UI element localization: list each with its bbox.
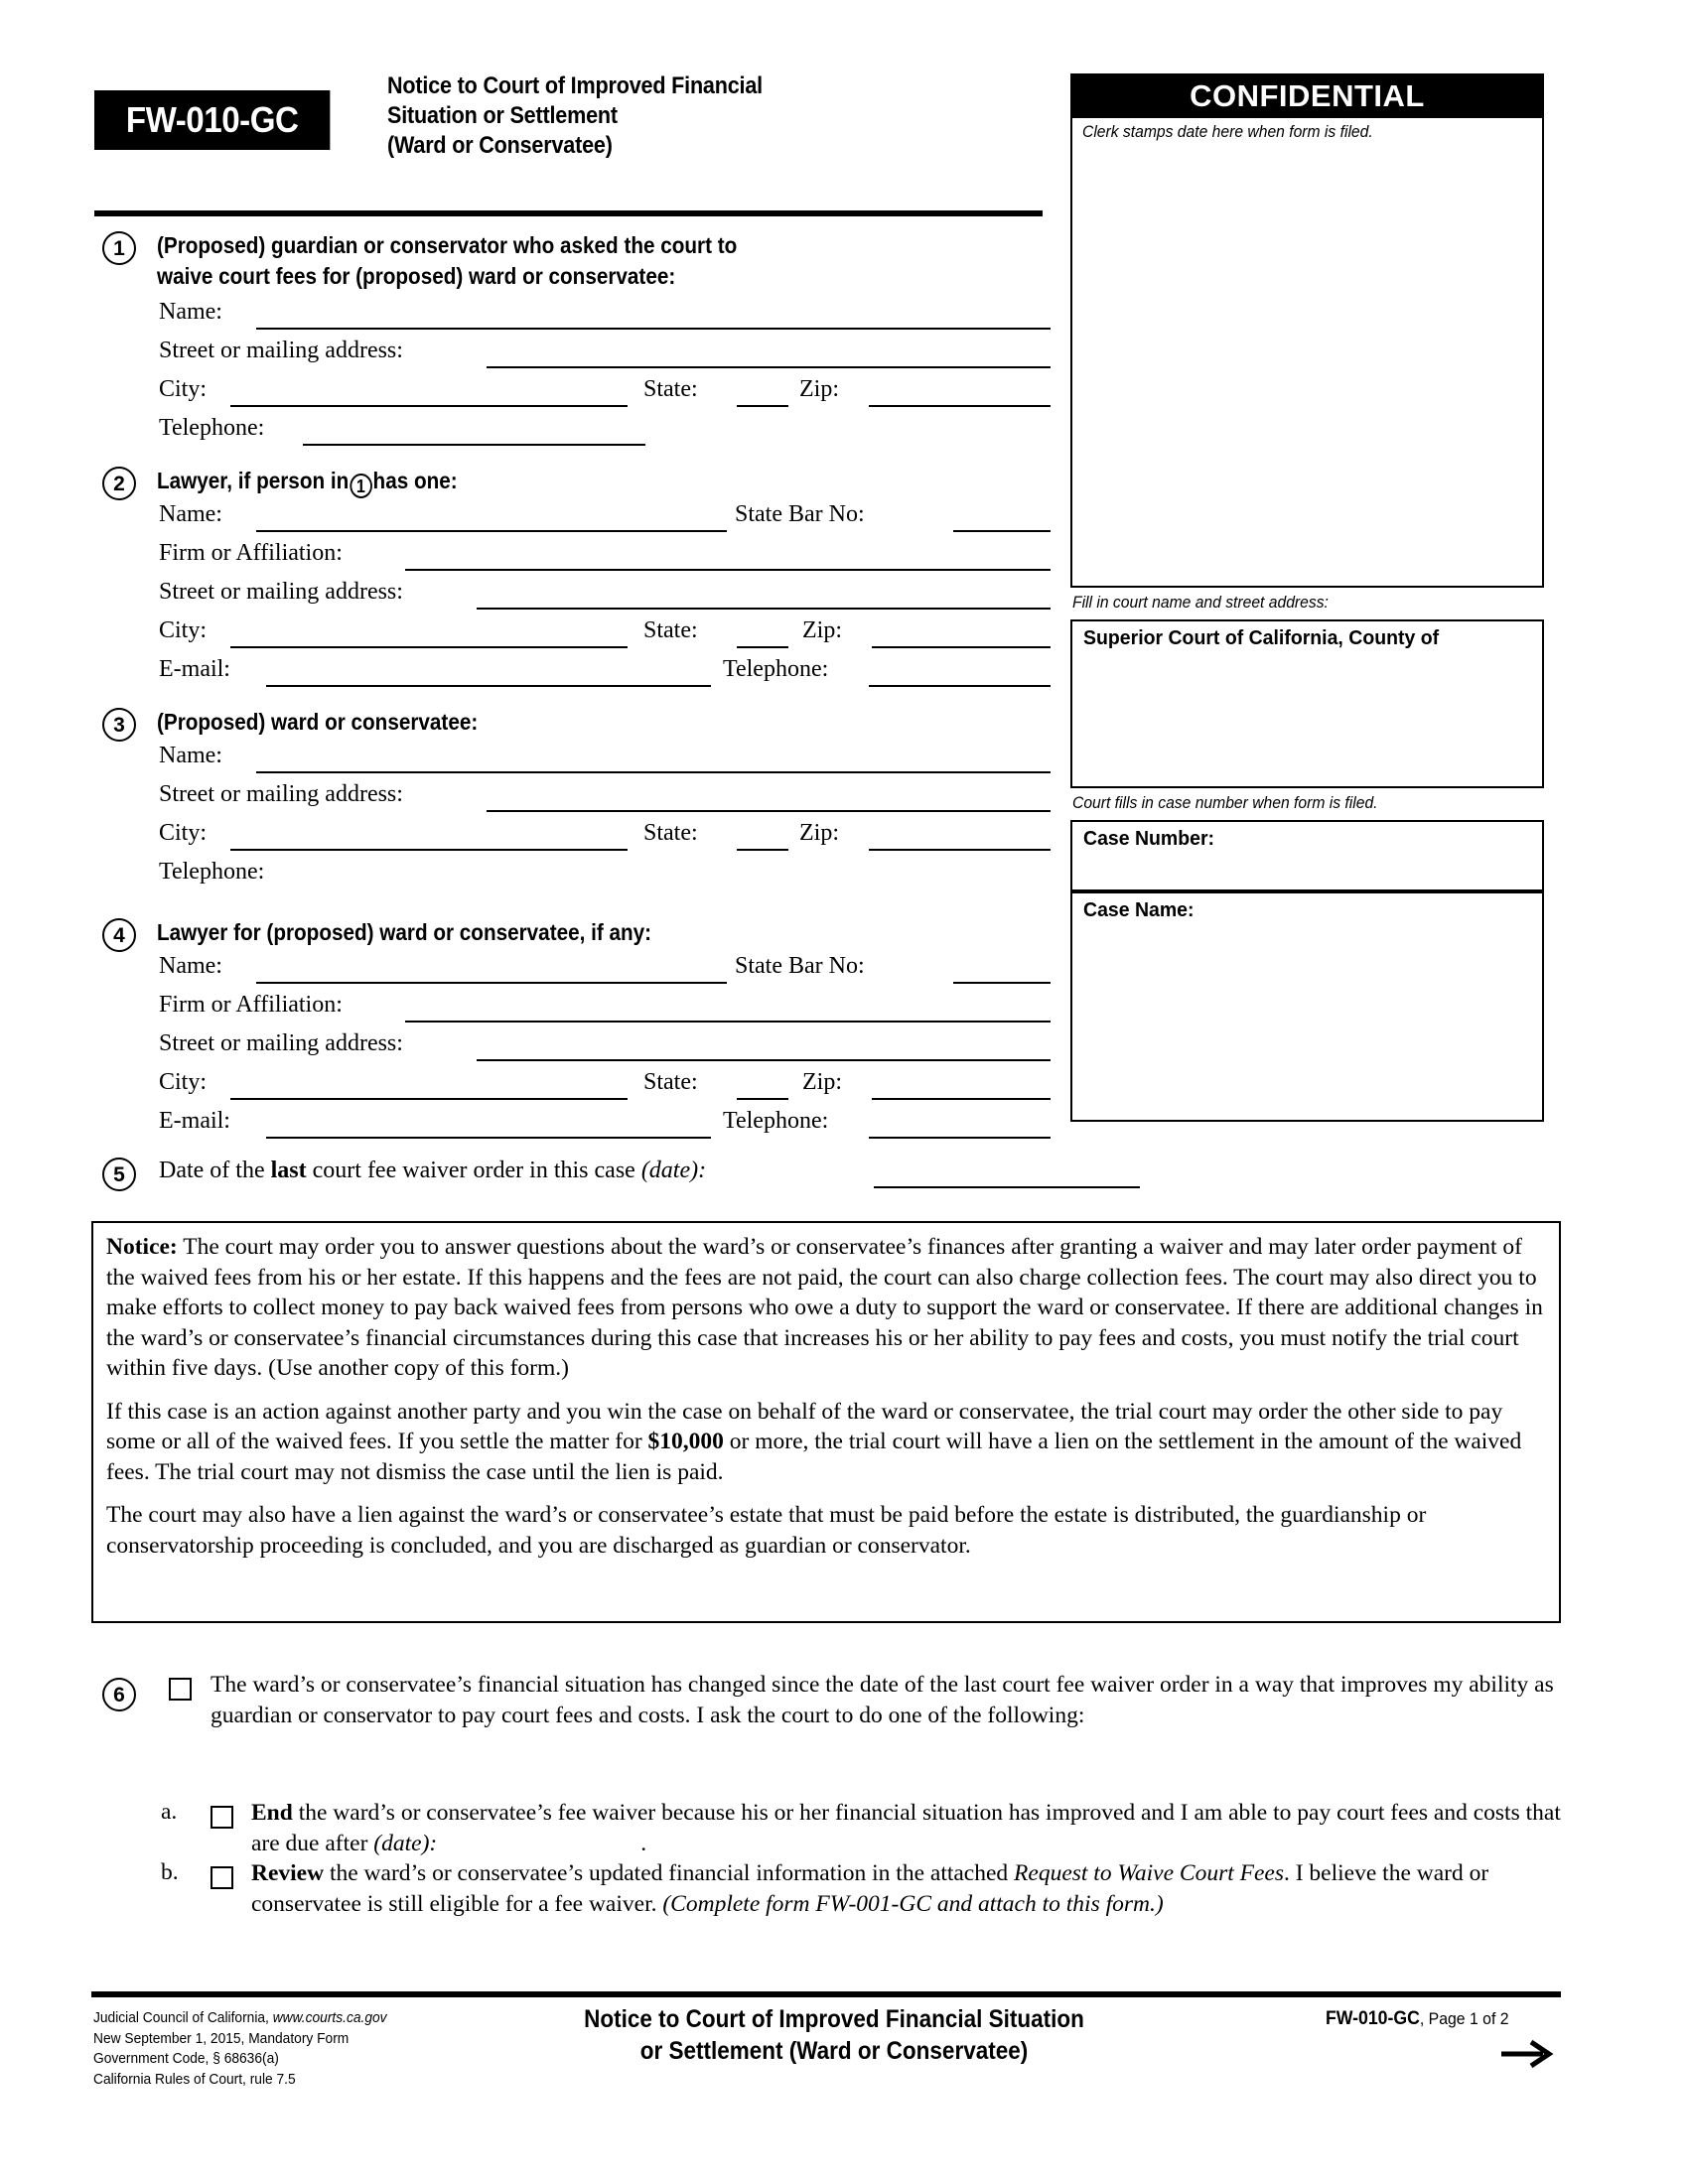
item-6a-body: the ward’s or conservatee’s fee waiver because his or her financial situation has improved and I am able to pay court fees and costs that are due after xyxy=(251,1800,1561,1856)
s1-zip-input[interactable] xyxy=(869,405,1051,407)
s3-name-input[interactable] xyxy=(256,771,1051,773)
notice-label: Notice: xyxy=(106,1234,178,1260)
s2-street-label: Street or mailing address: xyxy=(159,579,403,605)
s4-telephone-label: Telephone: xyxy=(723,1108,829,1134)
s1-zip-label: Zip: xyxy=(799,376,839,402)
confidential-banner: CONFIDENTIAL xyxy=(1070,73,1544,118)
s3-street-label: Street or mailing address: xyxy=(159,781,403,807)
form-number-badge: FW-010-GC xyxy=(94,90,330,150)
s4-name-input[interactable] xyxy=(256,982,727,984)
footer-divider xyxy=(91,1991,1561,1997)
notice-paragraph-1 xyxy=(106,1232,1547,1384)
section-5-text xyxy=(159,1157,706,1184)
s5-date-hint: (date): xyxy=(640,1158,707,1183)
notice-paragraph-3: The court may also have a lien against the ward’s or conservatee’s estate that must be paid before the estate is distributed, the guardianship or conservatorship proceeding is concluded, and you are discharged as guardian or conservator. xyxy=(106,1502,1427,1559)
item-6b-body-2: . I believe the ward or conservatee is still eligible for a fee waiver. xyxy=(251,1860,1489,1917)
section-2-heading-suffix: has one: xyxy=(372,468,458,493)
s5-text-b: court fee waiver order in this case xyxy=(306,1158,641,1183)
footer-legal-info xyxy=(93,2008,387,2090)
s2-zip-label: Zip: xyxy=(802,617,842,643)
court-address-note: Fill in court name and street address: xyxy=(1072,594,1329,612)
form-title-line-2: Situation or Settlement xyxy=(387,102,618,129)
s1-street-input[interactable] xyxy=(487,366,1051,368)
s1-name-input[interactable] xyxy=(256,328,1051,330)
s4-state-input[interactable] xyxy=(737,1098,788,1100)
footer-council: Judicial Council of California, xyxy=(93,2010,273,2026)
section-4-number: 4 xyxy=(102,918,136,952)
s4-email-input[interactable] xyxy=(266,1137,711,1139)
section-2-heading-prefix: Lawyer, if person in xyxy=(157,468,350,493)
item-6a-bold: End xyxy=(251,1800,293,1826)
s5-text-bold: last xyxy=(270,1158,307,1183)
s2-street-input[interactable] xyxy=(477,608,1051,610)
clerk-stamp-note: Clerk stamps date here when form is filed. xyxy=(1082,123,1373,141)
checkbox-6b[interactable] xyxy=(211,1866,233,1889)
item-6b-form-title: Request to Waive Court Fees xyxy=(1014,1860,1284,1886)
clerk-stamp-box xyxy=(1070,118,1544,588)
s1-telephone-input[interactable] xyxy=(303,444,645,446)
s4-zip-label: Zip: xyxy=(802,1069,842,1095)
footer-title-line-2: or Settlement (Ward or Conservatee) xyxy=(639,2037,1029,2065)
court-name-address-box[interactable] xyxy=(1070,619,1544,788)
notice-paragraph-2 xyxy=(106,1397,1547,1488)
footer-line-4: California Rules of Court, rule 7.5 xyxy=(93,2071,296,2088)
case-number-label: Case Number: xyxy=(1083,827,1215,850)
s3-zip-label: Zip: xyxy=(799,820,839,846)
footer-line-2: New September 1, 2015, Mandatory Form xyxy=(93,2030,350,2047)
section-1-number: 1 xyxy=(102,231,136,265)
s2-firm-label: Firm or Affiliation: xyxy=(159,540,343,566)
section-6-number: 6 xyxy=(102,1678,136,1711)
case-name-box[interactable] xyxy=(1070,891,1544,1122)
footer-line-3: Government Code, § 68636(a) xyxy=(93,2051,279,2067)
checkbox-6a[interactable] xyxy=(211,1806,233,1829)
footer-website: www.courts.ca.gov xyxy=(272,2010,387,2026)
s1-city-label: City: xyxy=(159,376,208,402)
s4-name-label: Name: xyxy=(159,953,222,979)
section-3-number: 3 xyxy=(102,708,136,742)
section-1-heading xyxy=(157,230,863,292)
form-header xyxy=(94,72,1038,167)
s2-state-label: State: xyxy=(643,617,698,643)
s4-city-label: City: xyxy=(159,1069,208,1095)
notice-p2-text-b: or more, the trial court will have a lien on the settlement in the amount of the waived fees. The trial court may not dismiss the case until the lien is paid. xyxy=(106,1429,1522,1485)
header-divider xyxy=(94,210,1043,216)
s3-zip-input[interactable] xyxy=(869,849,1051,851)
section-6-text: The ward’s or conservatee’s financial situation has changed since the date of the last court fee waiver order in a way that improves my ability as guardian or conservator to pay court fees and costs. I ask the court to do one of the following: xyxy=(211,1672,1554,1728)
s5-date-input[interactable] xyxy=(874,1186,1140,1188)
s4-street-input[interactable] xyxy=(477,1059,1051,1061)
s2-name-input[interactable] xyxy=(256,530,727,532)
item-6b-bold: Review xyxy=(251,1860,325,1886)
section-2-inline-circle-1: 1 xyxy=(350,474,372,498)
court-name-label: Superior Court of California, County of xyxy=(1083,626,1440,649)
item-6b-body-1: the ward’s or conservatee’s updated financial information in the attached xyxy=(324,1860,1015,1886)
s3-city-input[interactable] xyxy=(230,849,628,851)
s4-street-label: Street or mailing address: xyxy=(159,1030,403,1056)
notice-box xyxy=(91,1221,1561,1623)
footer-form-number: FW-010-GC xyxy=(1326,2008,1420,2029)
s4-firm-input[interactable] xyxy=(405,1021,1051,1023)
form-title-line-3: (Ward or Conservatee) xyxy=(387,132,613,159)
s2-telephone-label: Telephone: xyxy=(723,656,829,682)
section-3-heading: (Proposed) ward or conservatee: xyxy=(157,709,479,735)
section-5-number: 5 xyxy=(102,1158,136,1191)
s4-telephone-input[interactable] xyxy=(869,1137,1051,1139)
s3-street-input[interactable] xyxy=(487,810,1051,812)
item-6a-period: . xyxy=(640,1831,647,1856)
case-number-box[interactable] xyxy=(1070,820,1544,891)
s1-name-label: Name: xyxy=(159,299,222,325)
s4-state-bar-input[interactable] xyxy=(953,982,1051,984)
s4-zip-input[interactable] xyxy=(872,1098,1051,1100)
notice-p2-text-a: If this case is an action against another party and you win the case on behalf of the ward or conservatee, the trial court may order the other side to pay some or all of the waived fees. If you settle the matter for xyxy=(106,1398,1503,1454)
footer-page-info xyxy=(1326,2008,1509,2030)
s3-state-label: State: xyxy=(643,820,698,846)
case-name-label: Case Name: xyxy=(1083,898,1195,921)
notice-settlement-amount: $10,000 xyxy=(647,1429,724,1454)
section-1-heading-line-1: (Proposed) guardian or conservator who asked the court to xyxy=(157,232,738,258)
s2-email-input[interactable] xyxy=(266,685,711,687)
item-6b-instruction: (Complete form FW-001-GC and attach to this form.) xyxy=(662,1891,1164,1917)
footer-form-title xyxy=(468,2003,1200,2067)
s4-state-bar-label: State Bar No: xyxy=(735,953,865,979)
s2-zip-input[interactable] xyxy=(872,646,1051,648)
item-6b-text xyxy=(251,1858,1562,1920)
s2-name-label: Name: xyxy=(159,501,222,527)
form-title-line-1: Notice to Court of Improved Financial xyxy=(387,72,764,99)
footer-page-number: , Page 1 of 2 xyxy=(1419,2009,1509,2028)
case-number-note: Court fills in case number when form is filed. xyxy=(1072,794,1378,812)
s2-state-input[interactable] xyxy=(737,646,788,648)
s1-telephone-label: Telephone: xyxy=(159,415,265,441)
s4-state-label: State: xyxy=(643,1069,698,1095)
s1-state-label: State: xyxy=(643,376,698,402)
item-6a-text xyxy=(251,1798,1562,1859)
section-2-number: 2 xyxy=(102,467,136,500)
s4-email-label: E-mail: xyxy=(159,1108,230,1134)
s2-email-label: E-mail: xyxy=(159,656,230,682)
section-1-heading-line-2: waive court fees for (proposed) ward or conservatee: xyxy=(157,263,676,289)
s1-street-label: Street or mailing address: xyxy=(159,338,403,363)
s2-city-input[interactable] xyxy=(230,646,628,648)
s4-city-input[interactable] xyxy=(230,1098,628,1100)
item-6a-date-hint: (date): xyxy=(373,1831,438,1856)
s1-state-input[interactable] xyxy=(737,405,788,407)
section-4-heading: Lawyer for (proposed) ward or conservatee, if any: xyxy=(157,919,652,945)
page-title xyxy=(387,71,946,161)
next-page-arrow-icon xyxy=(1499,2037,1561,2071)
section-2-heading xyxy=(157,466,458,498)
s3-state-input[interactable] xyxy=(737,849,788,851)
s2-state-bar-input[interactable] xyxy=(953,530,1051,532)
s1-city-input[interactable] xyxy=(230,405,628,407)
s4-firm-label: Firm or Affiliation: xyxy=(159,992,343,1018)
footer-line-1 xyxy=(93,2008,387,2029)
s5-text-a: Date of the xyxy=(159,1158,271,1183)
footer-title-line-1: Notice to Court of Improved Financial Situation xyxy=(584,2005,1084,2033)
item-6b-letter: b. xyxy=(161,1859,179,1885)
s2-firm-input[interactable] xyxy=(405,569,1051,571)
s3-name-label: Name: xyxy=(159,743,222,768)
s2-city-label: City: xyxy=(159,617,208,643)
checkbox-6[interactable] xyxy=(169,1678,192,1701)
s2-telephone-input[interactable] xyxy=(869,685,1051,687)
s3-telephone-label: Telephone: xyxy=(159,859,265,885)
notice-p1-text: The court may order you to answer questions about the ward’s or conservatee’s finances after granting a waiver and may later order payment of the waived fees from his or her estate. If this happens and the fees are not paid, the court can also charge collection fees. The court may also direct you to make efforts to collect money to pay back waived fees from persons who owe a duty to support the ward or conservatee. If there are additional changes in the ward’s or conservatee’s financial circumstances during this case that increases his or her ability to pay fees and costs, you must notify the trial court within five days. (Use another copy of this form.) xyxy=(106,1234,1543,1381)
s3-city-label: City: xyxy=(159,820,208,846)
s2-state-bar-label: State Bar No: xyxy=(735,501,865,527)
item-6a-letter: a. xyxy=(161,1799,178,1825)
